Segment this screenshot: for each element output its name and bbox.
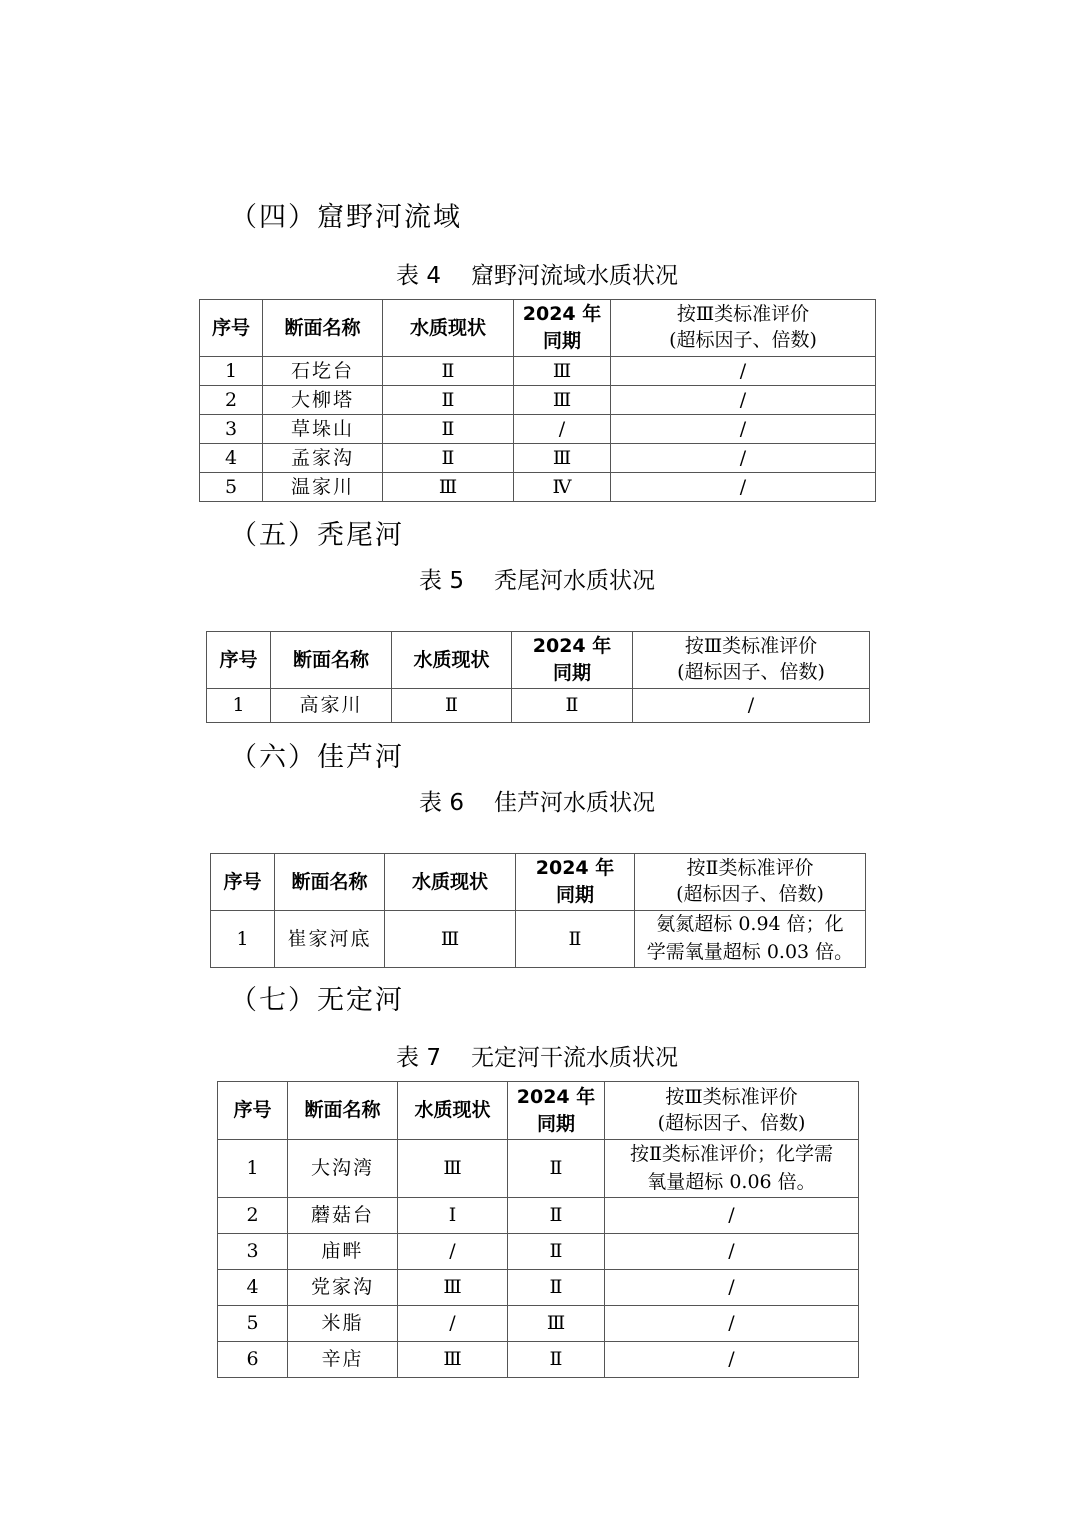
cell-name: 草垛山	[263, 415, 383, 444]
header-eval	[635, 854, 866, 911]
header-eval-line2: (超标因子、倍数)	[657, 1111, 806, 1134]
header-eval-line2: (超标因子、倍数)	[669, 329, 817, 351]
cell-note: /	[605, 1270, 859, 1306]
cell-name: 辛店	[288, 1342, 398, 1378]
table-row	[218, 1306, 859, 1342]
water-quality-table-5	[206, 631, 870, 723]
cell-note: /	[605, 1198, 859, 1234]
header-eval-line1: 按Ⅲ类标准评价	[665, 1085, 798, 1108]
cell-seq: 3	[218, 1234, 288, 1270]
cell-note	[605, 1140, 859, 1198]
cell-quality: Ⅱ	[383, 415, 514, 444]
cell-note: /	[605, 1234, 859, 1270]
cell-seq: 2	[218, 1198, 288, 1234]
header-seq: 序号	[207, 632, 271, 689]
cell-note: /	[611, 357, 876, 386]
table-row	[207, 689, 870, 723]
cell-seq: 1	[200, 357, 263, 386]
cell-seq: 1	[211, 911, 275, 968]
table-header-row	[218, 1082, 859, 1140]
table-row	[218, 1234, 859, 1270]
section-heading-5: （五）秃尾河	[230, 520, 404, 551]
cell-note: /	[611, 473, 876, 502]
water-quality-table-7	[217, 1081, 859, 1378]
cell-name: 大柳塔	[263, 386, 383, 415]
table-header-row	[207, 632, 870, 689]
table-number: 表 7	[396, 1045, 441, 1071]
table-title: 佳芦河水质状况	[493, 790, 655, 816]
header-eval	[611, 300, 876, 357]
cell-name: 蘑菇台	[288, 1198, 398, 1234]
header-eval	[633, 632, 870, 689]
header-eval-line1: 按Ⅲ类标准评价	[684, 635, 818, 658]
cell-prev: Ⅲ	[514, 386, 611, 415]
cell-seq: 5	[200, 473, 263, 502]
header-seq: 序号	[200, 300, 263, 357]
cell-prev: Ⅲ	[514, 444, 611, 473]
cell-quality: Ⅲ	[398, 1342, 508, 1378]
table-number: 表 5	[419, 568, 464, 594]
header-year-line2: 同期	[536, 1112, 575, 1135]
table-row	[200, 444, 876, 473]
section-heading-4: （四）窟野河流域	[230, 202, 462, 233]
header-quality: 水质现状	[385, 854, 516, 911]
note-line2: 氧量超标 0.06 倍。	[647, 1170, 816, 1193]
cell-prev: Ⅱ	[508, 1234, 605, 1270]
header-year-line1: 2024 年	[532, 635, 612, 658]
table-number: 表 4	[396, 263, 441, 289]
cell-name: 庙畔	[288, 1234, 398, 1270]
header-section-name: 断面名称	[275, 854, 385, 911]
cell-prev: Ⅱ	[508, 1140, 605, 1198]
cell-quality: Ⅲ	[385, 911, 516, 968]
header-year-line2: 同期	[542, 330, 581, 352]
cell-name: 大沟湾	[288, 1140, 398, 1198]
table-row	[200, 473, 876, 502]
header-quality: 水质现状	[392, 632, 512, 689]
cell-quality: Ⅲ	[398, 1140, 508, 1198]
cell-note	[635, 911, 866, 968]
header-quality: 水质现状	[398, 1082, 508, 1140]
cell-prev: Ⅱ	[508, 1342, 605, 1378]
header-year	[516, 854, 635, 911]
cell-prev: Ⅲ	[508, 1306, 605, 1342]
table-caption-7	[0, 1039, 1074, 1072]
cell-prev: Ⅱ	[512, 689, 633, 723]
cell-prev: Ⅲ	[514, 357, 611, 386]
table-header-row	[200, 300, 876, 357]
cell-prev: Ⅳ	[514, 473, 611, 502]
header-eval-line2: (超标因子、倍数)	[676, 883, 824, 905]
table-title: 秃尾河水质状况	[493, 568, 655, 594]
header-year	[514, 300, 611, 357]
section-heading-7: （七）无定河	[230, 985, 404, 1016]
table-row	[200, 386, 876, 415]
header-year-line2: 同期	[552, 662, 591, 684]
header-quality: 水质现状	[383, 300, 514, 357]
header-year	[512, 632, 633, 689]
cell-name: 高家川	[271, 689, 392, 723]
table-row	[218, 1198, 859, 1234]
cell-seq: 3	[200, 415, 263, 444]
header-section-name: 断面名称	[288, 1082, 398, 1140]
header-eval-line1: 按Ⅱ类标准评价	[686, 857, 814, 880]
table-caption-5	[0, 562, 1074, 595]
cell-prev: Ⅱ	[508, 1198, 605, 1234]
cell-seq: 4	[218, 1270, 288, 1306]
header-eval	[605, 1082, 859, 1140]
cell-note: /	[633, 689, 870, 723]
cell-quality: Ⅱ	[383, 386, 514, 415]
table-title: 窟野河流域水质状况	[470, 263, 678, 289]
cell-prev: Ⅱ	[508, 1270, 605, 1306]
header-section-name: 断面名称	[271, 632, 392, 689]
table-number: 表 6	[419, 790, 464, 816]
cell-note: /	[611, 415, 876, 444]
cell-quality: Ⅰ	[398, 1198, 508, 1234]
cell-seq: 5	[218, 1306, 288, 1342]
table-row	[200, 357, 876, 386]
cell-seq: 2	[200, 386, 263, 415]
table-caption-6	[0, 784, 1074, 817]
cell-name: 党家沟	[288, 1270, 398, 1306]
table-row	[218, 1140, 859, 1198]
cell-seq: 1	[207, 689, 271, 723]
header-year-line1: 2024 年	[522, 303, 602, 326]
note-line1: 氨氮超标 0.94 倍；化	[656, 913, 844, 936]
cell-note: /	[605, 1306, 859, 1342]
section-heading-6: （六）佳芦河	[230, 742, 404, 773]
cell-quality: Ⅲ	[398, 1270, 508, 1306]
cell-seq: 1	[218, 1140, 288, 1198]
cell-prev: /	[514, 415, 611, 444]
water-quality-table-6	[210, 853, 866, 968]
cell-quality: /	[398, 1306, 508, 1342]
cell-note: /	[605, 1342, 859, 1378]
header-seq: 序号	[218, 1082, 288, 1140]
header-eval-line1: 按Ⅲ类标准评价	[676, 303, 810, 326]
table-header-row	[211, 854, 866, 911]
cell-seq: 4	[200, 444, 263, 473]
cell-name: 石圪台	[263, 357, 383, 386]
cell-seq: 6	[218, 1342, 288, 1378]
cell-note: /	[611, 386, 876, 415]
header-year	[508, 1082, 605, 1140]
cell-quality: /	[398, 1234, 508, 1270]
table-row	[211, 911, 866, 968]
note-line1: 按Ⅱ类标准评价；化学需	[630, 1142, 833, 1165]
cell-quality: Ⅱ	[392, 689, 512, 723]
header-year-line2: 同期	[555, 884, 594, 906]
table-row	[200, 415, 876, 444]
header-year-line1: 2024 年	[535, 857, 615, 880]
cell-name: 崔家河底	[275, 911, 385, 968]
note-line2: 学需氧量超标 0.03 倍。	[646, 941, 854, 963]
header-year-line1: 2024 年	[516, 1085, 596, 1108]
header-seq: 序号	[211, 854, 275, 911]
cell-quality: Ⅲ	[383, 473, 514, 502]
cell-name: 孟家沟	[263, 444, 383, 473]
water-quality-table-4	[199, 299, 876, 502]
cell-name: 温家川	[263, 473, 383, 502]
cell-prev: Ⅱ	[516, 911, 635, 968]
table-caption-4	[0, 257, 1074, 290]
cell-note: /	[611, 444, 876, 473]
header-section-name: 断面名称	[263, 300, 383, 357]
table-title: 无定河干流水质状况	[470, 1045, 678, 1071]
cell-name: 米脂	[288, 1306, 398, 1342]
table-row	[218, 1342, 859, 1378]
header-eval-line2: (超标因子、倍数)	[677, 661, 825, 683]
cell-quality: Ⅱ	[383, 444, 514, 473]
table-row	[218, 1270, 859, 1306]
cell-quality: Ⅱ	[383, 357, 514, 386]
